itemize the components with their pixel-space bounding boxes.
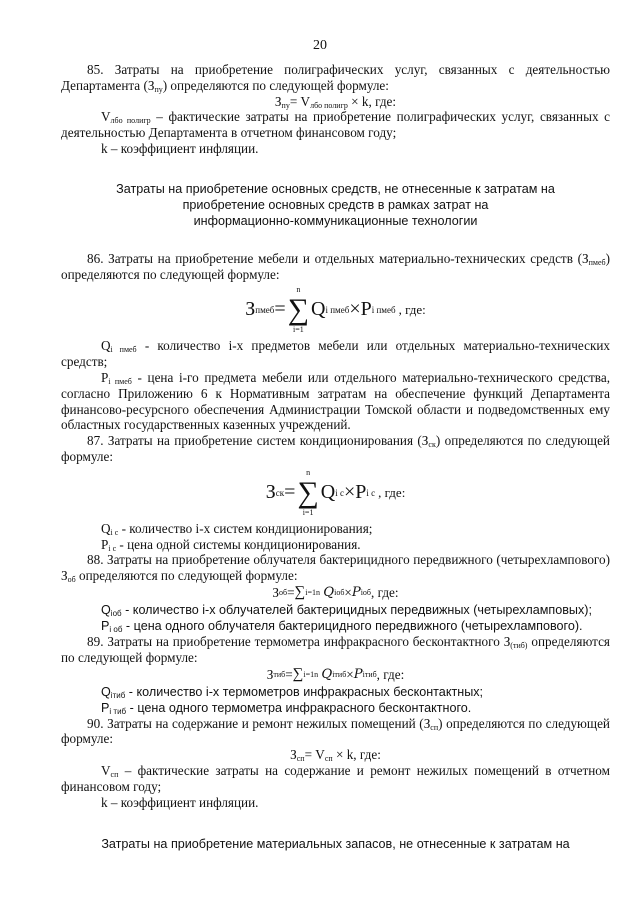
definition-q-89: $Q_{iтиб}$ - количество i-х термометров инфракрасных бесконтактных; (101, 684, 484, 700)
section-heading-materials: Затраты на приобретение материальных запасов, не отнесенные к затратам на (101, 837, 570, 852)
definition-p-88: $P_{i об}$ - цена одного облучателя бактерицидного передвижного (четырехлампового). (101, 618, 583, 634)
definition-p-89: $P_{i тиб}$ - цена одного термометра инфракрасного бесконтактного. (101, 700, 472, 716)
sum-symbol: n ∑ i=1 (287, 285, 310, 335)
definition-q-87: $Q_{i с}$ - количество i-х систем кондиционирования; (101, 520, 373, 537)
page-content (61, 62, 610, 852)
definition-k-90: k – коэффициент инфляции. (101, 794, 259, 810)
definition-k-85: k – коэффициент инфляции. (101, 140, 259, 156)
definition-p-86: $P_{i пмеб}$ - цена i-го предмета мебели или отдельного материально-технического средства, согласно Приложению 6 к Нормативным затратам на обеспечение функций Департамента финансово-ресурсного обеспечения Администрации Томской области и подведомственных ему областных государственных казенных учреждений. (61, 369, 611, 433)
paragraph-90: 90. Затраты на содержание и ремонт нежилых помещений $(З_{сп})$ определяются по следующей формуле: (61, 715, 610, 747)
definition-q-86: $Q_{i пмеб}$ - количество i-х предметов мебели или отдельных материально-технических средств; (61, 338, 610, 370)
definition-v-85: $V_{лбо полигр}$ – фактические затраты на приобретение полиграфических услуг, связанных с деятельностью Департамента в отчетном финансовом году; (61, 109, 611, 141)
formula-89: З тиб = ∑ i=1 n Q iтиб × P iтиб , где: (266, 665, 405, 682)
definition-q-88: $Q_{iоб}$ - количество i-х облучателей бактерицидных передвижных (четырехламповых); (101, 602, 592, 618)
formula-88: З об = ∑ i=1 n Q iоб × P iоб , где: (272, 584, 399, 601)
formula-90: $З_{сп}= V_{сп} \times k$, где: (290, 747, 381, 764)
formula-87: З ск = n ∑ i=1 Q i с × P i с , где: (265, 467, 406, 517)
definition-v-90: $V_{сп}$ – фактические затраты на содержание и ремонт нежилых помещений в отчетном финансовом году; (61, 762, 610, 794)
definition-p-87: $P_{i с}$ - цена одной системы кондиционирования. (101, 536, 361, 553)
sum-symbol: n ∑ i=1 (297, 467, 319, 517)
paragraph-87: 87. Затраты на приобретение систем кондиционирования $(З_{ск})$ определяются по следующей формуле: (61, 433, 610, 464)
paragraph-88: 88. Затраты на приобретение облучателя бактерицидного передвижного (четырехлампового) $З_{об}$ определяются по следующей формуле: (61, 552, 610, 585)
page-number: 20 (313, 38, 327, 53)
section-heading-fixed-assets: Затраты на приобретение основных средств, не отнесенные к затратам на приобретение основных средств в рамках затрат на информационно-коммуникационные технологии (116, 181, 555, 228)
formula-85: $З_{пу}= V_{лбо полигр} \times k$, где: (274, 93, 397, 110)
paragraph-85: 85. Затраты на приобретение полиграфических услуг, связанных с деятельностью Департамента $(З_{пу})$ определяются по следующей формуле: (61, 62, 610, 94)
formula-86: З пмеб = n ∑ i=1 Q i пмеб × P i пмеб , где: (245, 285, 426, 335)
paragraph-89: 89. Затраты на приобретение термометра инфракрасного бесконтактного $З_{(тиб)}$ определяются по следующей формуле: (61, 633, 610, 665)
paragraph-86: 86. Затраты на приобретение мебели и отдельных материально-технических средств $(З_{пмеб})$ определяются по следующей формуле: (61, 250, 610, 282)
